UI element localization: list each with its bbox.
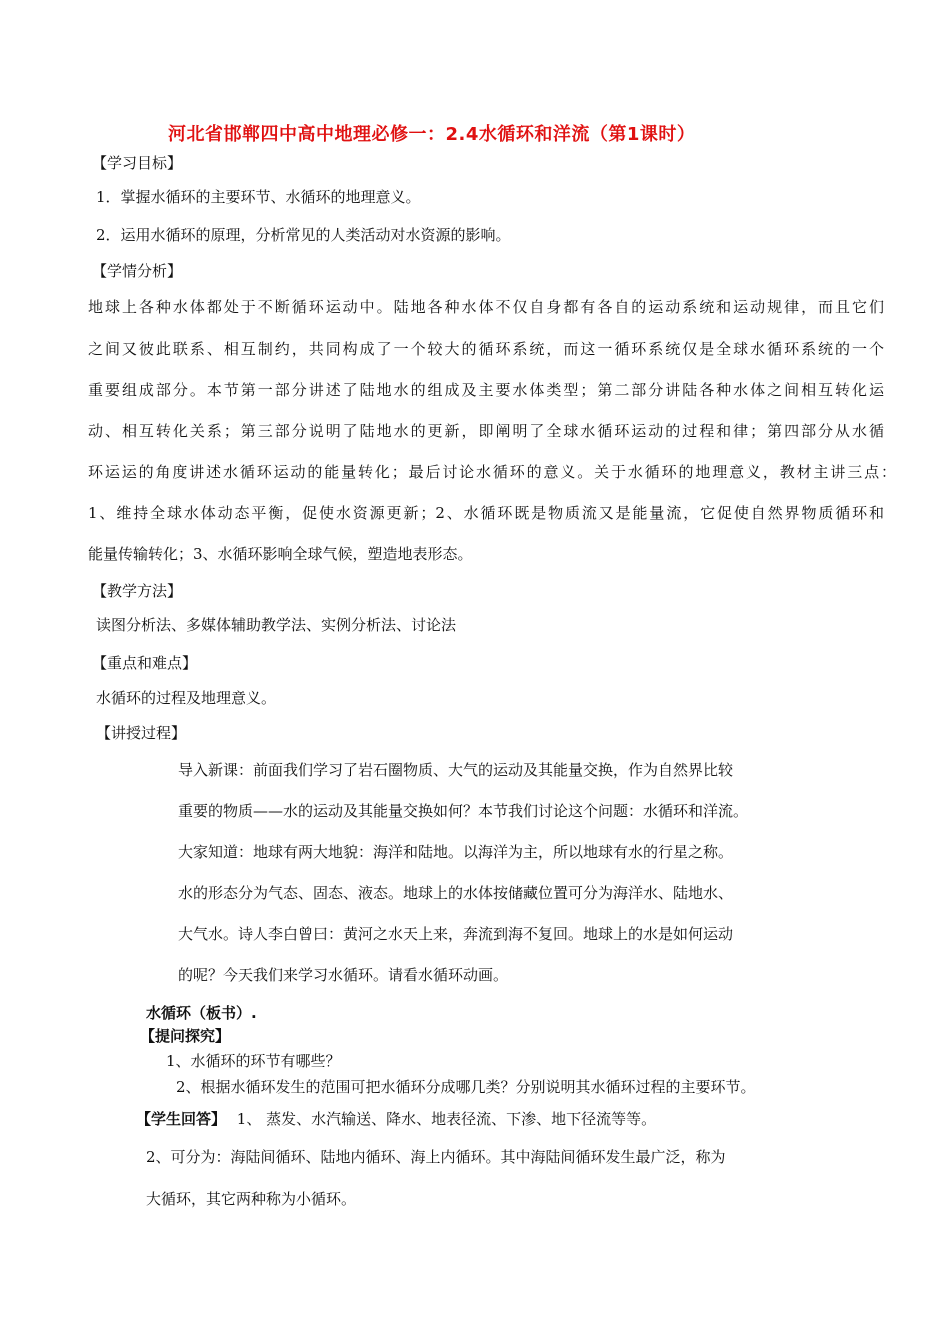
process-line: 大家知道：地球有两大地貌：海洋和陆地。以海洋为主，所以地球有水的行星之称。 (178, 843, 734, 861)
analysis-line: 地球上各种水体都处于不断循环运动中。陆地各种水体不仅自身都有各自的运动系统和运动规律，而且它们 (88, 298, 884, 316)
analysis-line: 能量传输转化；3、水循环影响全球气候，塑造地表形态。 (88, 545, 473, 563)
answer-line: 大循环，其它两种称为小循环。 (146, 1190, 357, 1208)
answer-first-line (136, 1108, 656, 1130)
process-line: 大气水。诗人李白曾曰：黄河之水天上来，奔流到海不复回。地球上的水是如何运动 (178, 925, 734, 943)
goal-item: 2．运用水循环的原理，分析常见的人类活动对水资源的影响。 (96, 226, 511, 244)
methods-text: 读图分析法、多媒体辅助教学法、实例分析法、讨论法 (96, 616, 457, 634)
process-line: 水的形态分为气态、固态、液态。地球上的水体按储藏位置可分为海洋水、陆地水、 (178, 884, 734, 902)
goals-heading: 【学习目标】 (92, 154, 183, 172)
answer-line: 2、可分为：海陆间循环、陆地内循环、海上内循环。其中海陆间循环发生最广泛，称为 (146, 1148, 726, 1166)
methods-heading: 【教学方法】 (92, 582, 183, 600)
goal-item: 1．掌握水循环的主要环节、水循环的地理意义。 (96, 188, 421, 206)
inquiry-heading: 【提问探究】 (140, 1027, 231, 1045)
process-line: 导入新课：前面我们学习了岩石圈物质、大气的运动及其能量交换，作为自然界比较 (178, 761, 734, 779)
answer-heading: 【学生回答】 (136, 1110, 227, 1128)
analysis-line: 环运运的角度讲述水循环运动的能量转化；最后讨论水循环的意义。关于水循环的地理意义，教材主讲三点： (88, 463, 896, 481)
process-heading: 【讲授过程】 (96, 724, 187, 742)
page-title: 河北省邯郸四中高中地理必修一：2.4水循环和洋流（第1课时） (168, 124, 696, 145)
process-line: 的呢？今天我们来学习水循环。请看水循环动画。 (178, 966, 509, 984)
keypoints-text: 水循环的过程及地理意义。 (96, 689, 277, 707)
process-line: 重要的物质——水的运动及其能量交换如何？本节我们讨论这个问题：水循环和洋流。 (178, 802, 749, 820)
inquiry-item: 2、根据水循环发生的范围可把水循环分成哪几类？分别说明其水循环过程的主要环节。 (176, 1078, 756, 1096)
analysis-heading: 【学情分析】 (92, 262, 183, 280)
inquiry-item: 1、水循环的环节有哪些？ (166, 1052, 341, 1070)
analysis-line: 1、维持全球水体动态平衡，促使水资源更新；2、水循环既是物质流又是能量流，它促使自然界物质循环和 (88, 504, 884, 522)
board-title: 水循环（板书）. (146, 1004, 257, 1022)
analysis-line: 之间又彼此联系、相互制约，共同构成了一个较大的循环系统，而这一循环系统仅是全球水循环系统的一个 (88, 340, 884, 358)
analysis-line: 重要组成部分。本节第一部分讲述了陆地水的组成及主要水体类型；第二部分讲陆各种水体之间相互转化运 (88, 381, 884, 399)
keypoints-heading: 【重点和难点】 (92, 654, 198, 672)
answer-item: 1、 蒸发、水汽输送、降水、地表径流、下渗、地下径流等等。 (236, 1110, 657, 1128)
analysis-line: 动、相互转化关系；第三部分说明了陆地水的更新，即阐明了全球水循环运动的过程和律；第四部分从水循 (88, 422, 884, 440)
